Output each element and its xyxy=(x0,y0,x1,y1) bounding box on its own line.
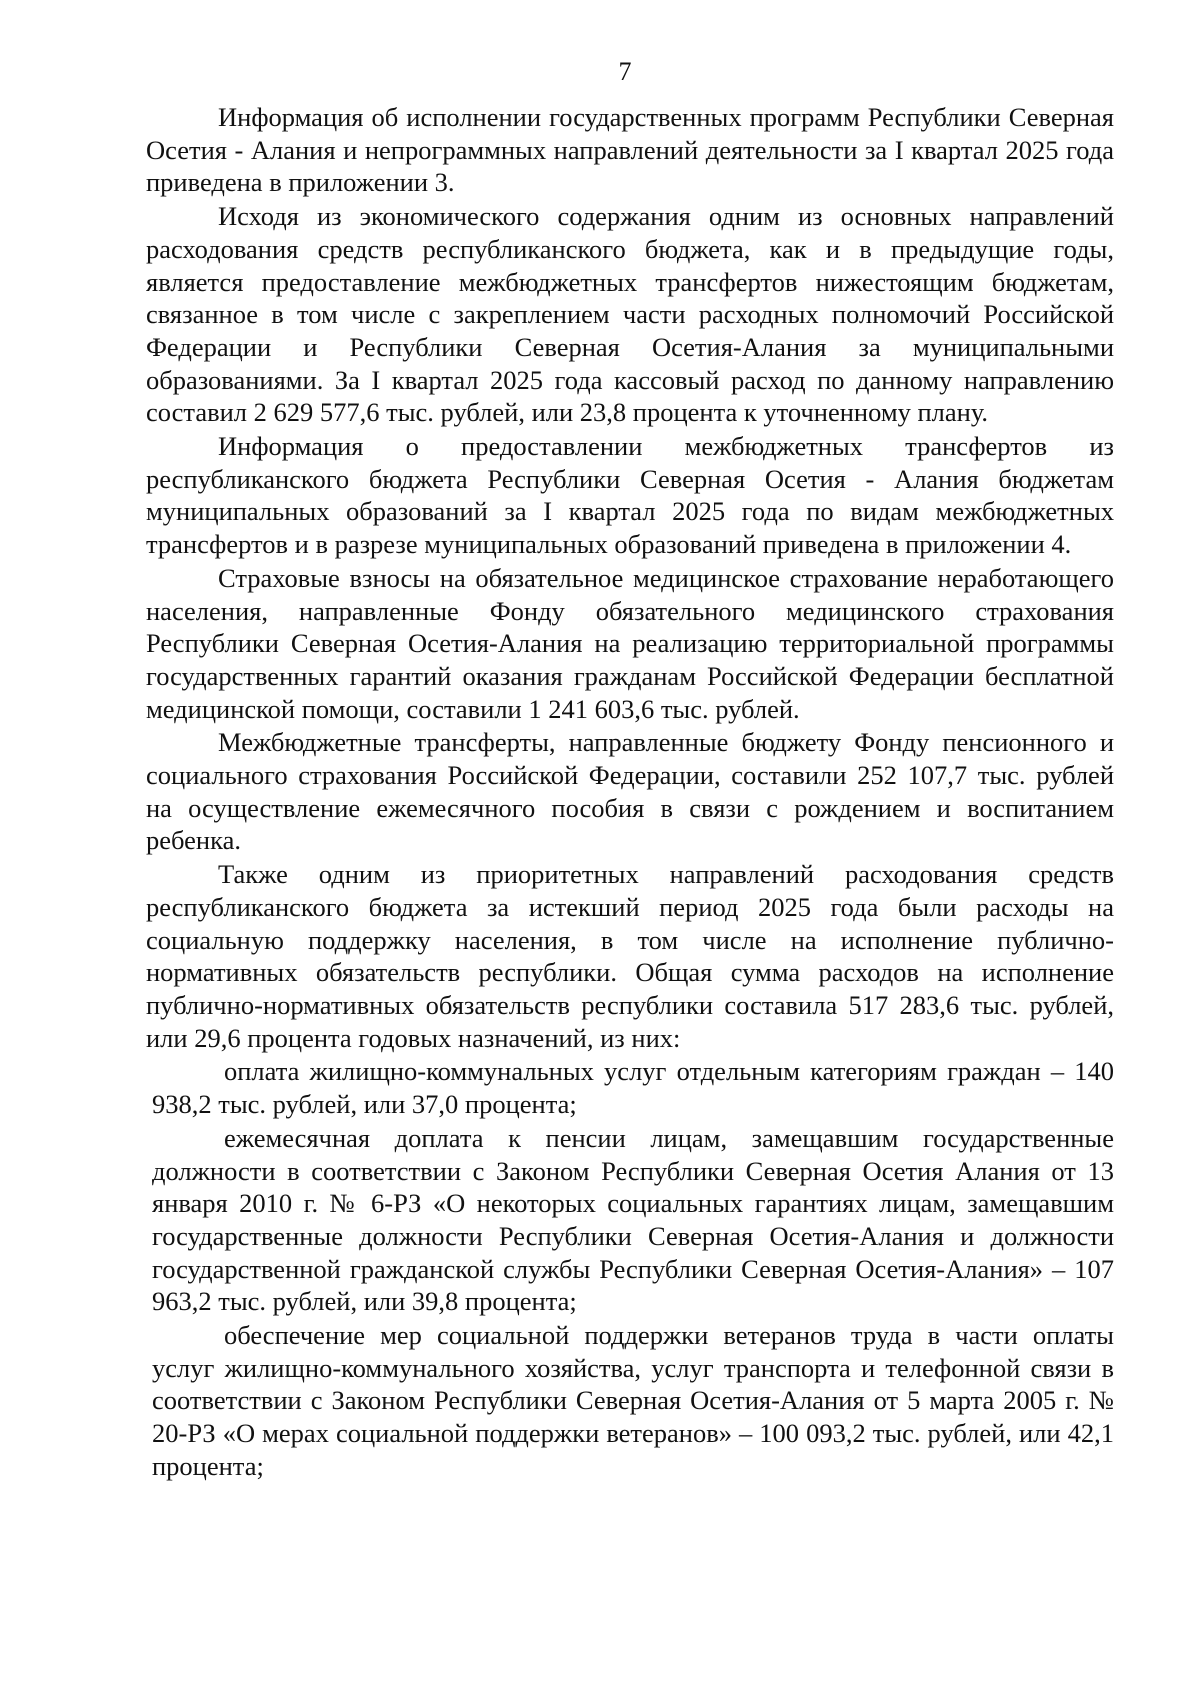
page-number: 7 xyxy=(618,57,632,86)
paragraph-social-support: Также одним из приоритетных направлений расходования средств республиканского бюджета за истекший период 2025 года были расходы на социальную поддержку населения, в том числе на исполнение публично-нормативных обязательств республики. Общая сумма расходов на исполнение публично-нормативных обязательств республики составила 517 283,6 тыс. рублей, или 29,6 процента годовых назначений, из них: xyxy=(146,859,1114,1053)
paragraph-pension-fund-transfers: Межбюджетные трансферты, направленные бюджету Фонду пенсионного и социального страхования Российской Федерации, составили 252 107,7 тыс. рублей на осуществление ежемесячного пособия в связи с рождением и воспитанием ребенка. xyxy=(146,727,1114,856)
list-item: оплата жилищно-коммунальных услуг отдельным категориям граждан – 140 938,2 тыс. рублей, или 37,0 процента; xyxy=(152,1056,1114,1120)
paragraph-insurance-contributions: Страховые взносы на обязательное медицинское страхование неработающего населения, направленные Фонду обязательного медицинского страхования Республики Северная Осетия-Алания на реализацию территориальной программы государственных гарантий оказания гражданам Российской Федерации бесплатной медицинской помощи, составили 1 241 603,6 тыс. рублей. xyxy=(146,562,1114,724)
paragraph-transfers-info: Информация о предоставлении межбюджетных трансфертов из республиканского бюджета Республики Северная Осетия - Алания бюджетам муниципальных образований за I квартал 2025 года по видам межбюджетных трансфертов и в разрезе муниципальных образований приведена в приложении 4. xyxy=(146,431,1114,560)
list-item: обеспечение мер социальной поддержки ветеранов труда в части оплаты услуг жилищно-коммунального хозяйства, услуг транспорта и телефонной связи в соответствии с Законом Республики Северная Осетия-Алания от 5 марта 2005 г. № 20-РЗ «О мерах социальной поддержки ветеранов» – 100 093,2 тыс. рублей, или 42,1 процента; xyxy=(152,1320,1114,1481)
paragraph-interbudget-transfers: Исходя из экономического содержания одним из основных направлений расходования средств республиканского бюджета, как и в предыдущие годы, является предоставление межбюджетных трансфертов нижестоящим бюджетам, связанное в том числе с закреплением части расходных полномочий Российской Федерации и Республики Северная Осетия-Алания за муниципальными образованиями. За I квартал 2025 года кассовый расход по данному направлению составил 2 629 577,6 тыс. рублей, или 23,8 процента к уточненному плану. xyxy=(146,201,1114,428)
list-item: ежемесячная доплата к пенсии лицам, замещавшим государственные должности в соответствии с Законом Республики Северная Осетия Алания от 13 января 2010 г. № 6-РЗ «О некоторых социальных гарантиях лицам, замещавшим государственные должности Республики Северная Осетия-Алания и должности государственной гражданской службы Республики Северная Осетия-Алания» – 107 963,2 тыс. рублей, или 39,8 процента; xyxy=(152,1122,1114,1317)
paragraph-programs-info: Информация об исполнении государственных программ Республики Северная Осетия - Алания и непрограммных направлений деятельности за I квартал 2025 года приведена в приложении 3. xyxy=(146,102,1114,198)
document-body xyxy=(146,101,1114,1483)
expense-list xyxy=(146,1055,1114,1482)
